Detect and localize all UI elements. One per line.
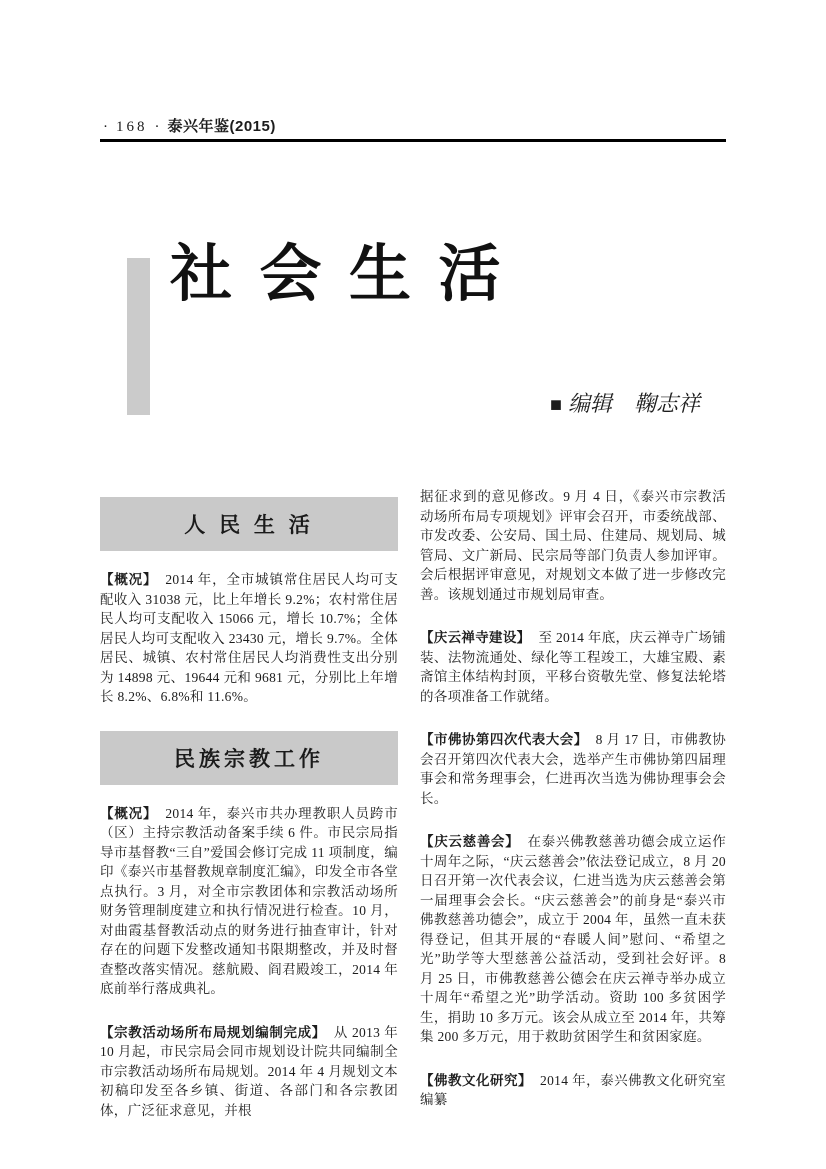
book-title: 泰兴年鉴(2015) [167,118,276,135]
entry-text: 在泰兴佛教慈善功德会成立运作十周年之际，“庆云慈善会”依法登记成立，8 月 20 日召开第一次代表会议，仁进当选为庆云慈善会第一届理事会会长。“庆云慈善会”的前身是“泰兴市佛教慈善功德会”，成立于 2004 年，虽然一直未获得登记，但其开展的“春暖人间”慰问、“希望之光”助学等大型慈善公益活动，受到社会好评。8 月 25 日，市佛教慈善公德会在庆云禅寺举办成立十周年“希望之光”助学活动。资助 100 多贫困学生，捐助 10 多万元。该会从成立至 2014 年，共筹集 200 多万元，用于救助贫困学生和贫困家庭。 [420,834,726,1044]
editor-square-icon: ■ [549,394,562,416]
editor-name: 鞠志祥 [633,391,700,416]
entry-tag: 【市佛协第四次代表大会】 [420,732,588,747]
entry-tag: 【概况】 [100,805,158,821]
paragraph-layout-plan-continued [420,487,726,604]
editor-label: 编辑 [567,391,612,416]
entry-tag: 【概况】 [100,572,158,587]
section-heading-ethnic-religion: 民族宗教工作 [100,731,398,785]
section-heading-people-life: 人 民 生 活 [100,497,398,551]
dot-separator: · [154,119,161,135]
entry-text: 2014 年，泰兴佛教文化研究室编纂 [420,1072,726,1107]
chapter-title: 社 会 生 活 [170,241,507,309]
right-column [420,487,726,1120]
entry-text: 据征求到的意见修改。9 月 4 日，《泰兴市宗教活动场所布局专项规划》评审会召开，市委统战部、市发改委、公安局、国土局、住建局、规划局、城管局、文广新局、民宗局等部门负责人参加评审。会后根据评审意见，对规划文本做了进一步修改完善。该规划通过市规划局审查。 [420,489,726,602]
entry-tag: 【佛教文化研究】 [420,1072,533,1088]
editor-credit-line [100,387,700,418]
paragraph-religion-overview [100,804,398,999]
page-number: 168 [116,119,148,135]
entry-text: 至 2014 年底，庆云禅寺广场铺装、法物流通处、绿化等工程竣工，大雄宝殿、素斋馆主体结构封顶，平移台资敬先堂、修复法轮塔的各项准备工作就绪。 [420,630,726,704]
entry-tag: 【庆云禅寺建设】 [420,630,531,645]
paragraph-buddhist-congress [420,730,726,808]
paragraph-buddhist-culture-research [420,1071,726,1110]
running-head [103,115,276,136]
left-column [100,487,398,1120]
entry-tag: 【宗教活动场所布局规划编制完成】 [100,1024,326,1040]
paragraph-qingyun-charity [420,832,726,1047]
header-rule-divider [100,139,726,142]
body-columns [100,487,726,1120]
paragraph-qingyun-temple [420,628,726,706]
entry-text: 2014 年，泰兴市共办理教职人员跨市（区）主持宗教活动备案手续 6 件。市民宗局指导市基督教“三自”爱国会修订完成 11 项制度，编印《泰兴市基督教规章制度汇编》，印发全市各堂点执行。3 月，对全市宗教团体和宗教活动场所财务管理制度建立和执行情况进行检查。10 月，对曲霞基督教活动点的财务进行抽查审计，针对存在的问题下发整改通知书限期整改，并及时督查整改落实情况。慈航殿、阎君殿竣工，2014 年底前举行落成典礼。 [100,805,399,996]
entry-text: 从 2013 年 10 月起，市民宗局会同市规划设计院共同编制全市宗教活动场所布局规划。2014 年 4 月规划文本初稿印发至各乡镇、街道、各部门和各宗教团体，广泛征求意见，并根 [100,1024,398,1118]
entry-tag: 【庆云慈善会】 [420,834,520,849]
entry-text: 2014 年，全市城镇常住居民人均可支配收入 31038 元，比上年增长 9.2%；农村常住居民人均可支配收入 15066 元，增长 10.7%；全体居民人均可支配收入 23430 元，增长 9.7%。全体居民、城镇、农村常住居民人均消费性支出分别为 14898 元、19644 元和 9681 元，分别比上年增长 8.2%、6.8%和 11.6%。 [100,572,399,704]
dot-separator: · [103,119,109,135]
paragraph-layout-plan [100,1023,398,1121]
paragraph-people-life-overview [100,570,398,707]
entry-text: 8 月 17 日，市佛教协会召开第四次代表大会，选举产生市佛协第四届理事会和常务理事会，仁进再次当选为佛协理事会会长。 [420,732,726,806]
